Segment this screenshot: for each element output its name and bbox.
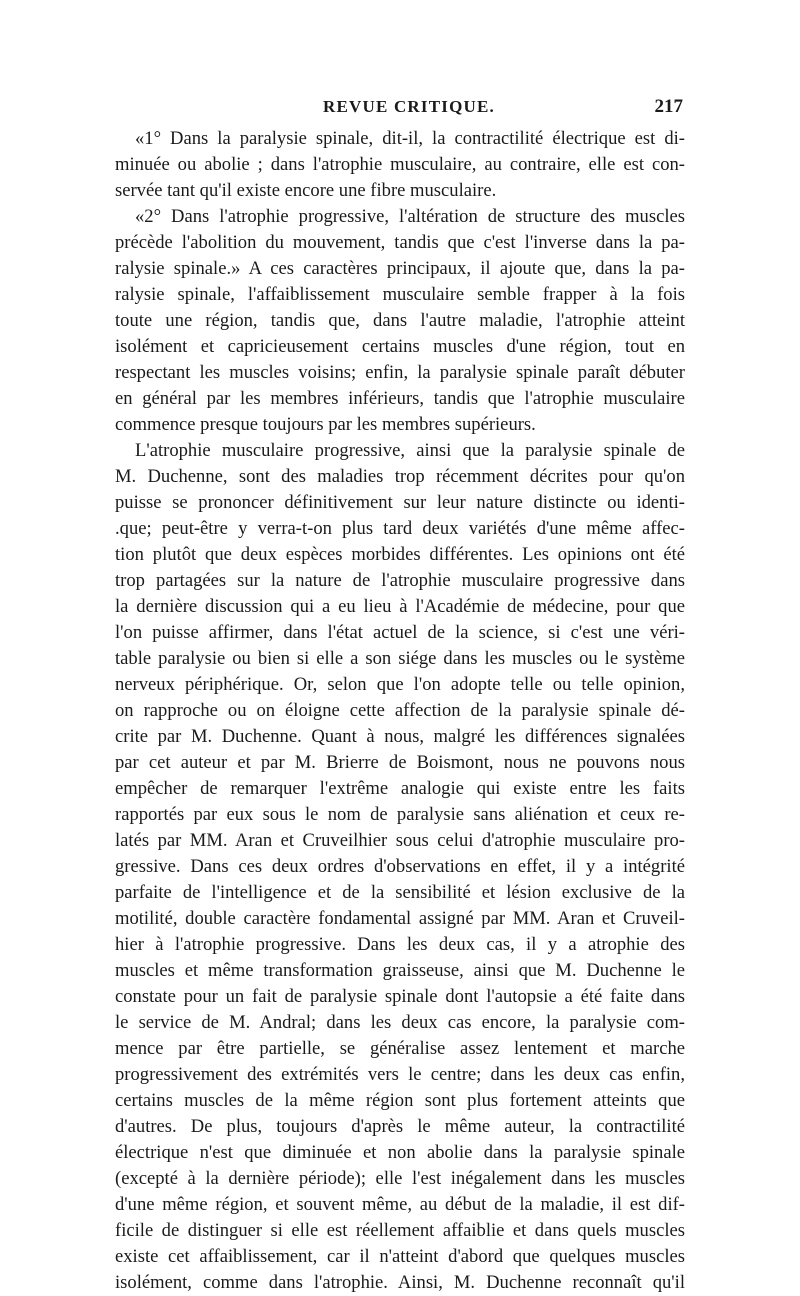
text-line: table paralysie ou bien si elle a son siége dans les muscles ou le système — [115, 648, 685, 669]
text-line: tion plutôt que deux espèces morbides différentes. Les opinions ont été — [115, 544, 685, 565]
text-line: parfaite de l'intelligence et de la sensibilité et lésion exclusive de la — [115, 882, 685, 903]
text-line: électrique n'est que diminuée et non abolie dans la paralysie spinale — [115, 1142, 685, 1163]
text-line: isolément, comme dans l'atrophie. Ainsi, M. Duchenne reconnaît qu'il — [115, 1272, 685, 1293]
text-line: par cet auteur et par M. Brierre de Boismont, nous ne pouvons nous — [115, 752, 685, 773]
text-line: le service de M. Andral; dans les deux cas encore, la paralysie com- — [115, 1012, 685, 1033]
text-line: latés par MM. Aran et Cruveilhier sous celui d'atrophie musculaire pro- — [115, 830, 685, 851]
text-line: d'autres. De plus, toujours d'après le même auteur, la contractilité — [115, 1116, 685, 1137]
text-line: existe cet affaiblissement, car il n'atteint d'abord que quelques muscles — [115, 1246, 685, 1267]
running-title: REVUE CRITIQUE. — [323, 97, 495, 116]
text-line: d'une même région, et souvent même, au début de la maladie, il est dif- — [115, 1194, 685, 1215]
page-header — [115, 97, 685, 127]
text-line: ralysie spinale, l'affaiblissement musculaire semble frapper à la fois — [115, 284, 685, 305]
text-line: crite par M. Duchenne. Quant à nous, malgré les différences signalées — [115, 726, 685, 747]
text-line: certains muscles de la même région sont plus fortement atteints que — [115, 1090, 685, 1111]
text-line: servée tant qu'il existe encore une fibre musculaire. — [115, 180, 497, 201]
text-line: mence par être partielle, se généralise assez lentement et marche — [115, 1038, 685, 1059]
text-line: l'on puisse affirmer, dans l'état actuel de la science, si c'est une véri- — [115, 622, 685, 643]
text-line: toute une région, tandis que, dans l'autre maladie, l'atrophie atteint — [115, 310, 685, 331]
text-line: la dernière discussion qui a eu lieu à l'Académie de médecine, pour que — [115, 596, 685, 617]
text-line: progressivement des extrémités vers le centre; dans les deux cas enfin, — [115, 1064, 685, 1085]
text-line: trop partagées sur la nature de l'atrophie musculaire progressive dans — [115, 570, 685, 591]
text-line: «2° Dans l'atrophie progressive, l'altération de structure des muscles — [135, 206, 685, 227]
text-line: on rapproche ou on éloigne cette affection de la paralysie spinale dé- — [115, 700, 685, 721]
text-line: rapportés par eux sous le nom de paralysie sans aliénation et ceux re- — [115, 804, 685, 825]
text-line: respectant les muscles voisins; enfin, la paralysie spinale paraît débuter — [115, 362, 685, 383]
text-line: précède l'abolition du mouvement, tandis que c'est l'inverse dans la pa- — [115, 232, 685, 253]
text-line: puisse se prononcer définitivement sur leur nature distincte ou identi- — [115, 492, 685, 513]
text-line: nerveux périphérique. Or, selon que l'on adopte telle ou telle opinion, — [115, 674, 685, 695]
text-line: commence presque toujours par les membres supérieurs. — [115, 414, 536, 435]
text-line: M. Duchenne, sont des maladies trop récemment décrites pour qu'on — [115, 466, 685, 487]
text-line: motilité, double caractère fondamental assigné par MM. Aran et Cruveil- — [115, 908, 685, 929]
body-text — [115, 126, 685, 1296]
text-line: ralysie spinale.» A ces caractères principaux, il ajoute que, dans la pa- — [115, 258, 685, 279]
text-line: en général par les membres inférieurs, tandis que l'atrophie musculaire — [115, 388, 685, 409]
page-number: 217 — [654, 96, 683, 117]
text-line: constate pour un fait de paralysie spinale dont l'autopsie a été faite dans — [115, 986, 685, 1007]
text-line: L'atrophie musculaire progressive, ainsi que la paralysie spinale de — [135, 440, 685, 461]
text-line: empêcher de remarquer l'extrême analogie qui existe entre les faits — [115, 778, 685, 799]
text-line: minuée ou abolie ; dans l'atrophie musculaire, au contraire, elle est con- — [115, 154, 685, 175]
text-line: isolément et capricieusement certains muscles d'une région, tout en — [115, 336, 685, 357]
text-line: «1° Dans la paralysie spinale, dit-il, la contractilité électrique est di- — [135, 128, 685, 149]
text-line: muscles et même transformation graisseuse, ainsi que M. Duchenne le — [115, 960, 685, 981]
text-line: hier à l'atrophie progressive. Dans les deux cas, il y a atrophie des — [115, 934, 685, 955]
text-line: (excepté à la dernière période); elle l'est inégalement dans les muscles — [115, 1168, 685, 1189]
text-line: .que; peut-être y verra-t-on plus tard deux variétés d'une même affec- — [115, 518, 685, 539]
text-line: ficile de distinguer si elle est réellement affaiblie et dans quels muscles — [115, 1220, 685, 1241]
text-line: gressive. Dans ces deux ordres d'observations en effet, il y a intégrité — [115, 856, 685, 877]
